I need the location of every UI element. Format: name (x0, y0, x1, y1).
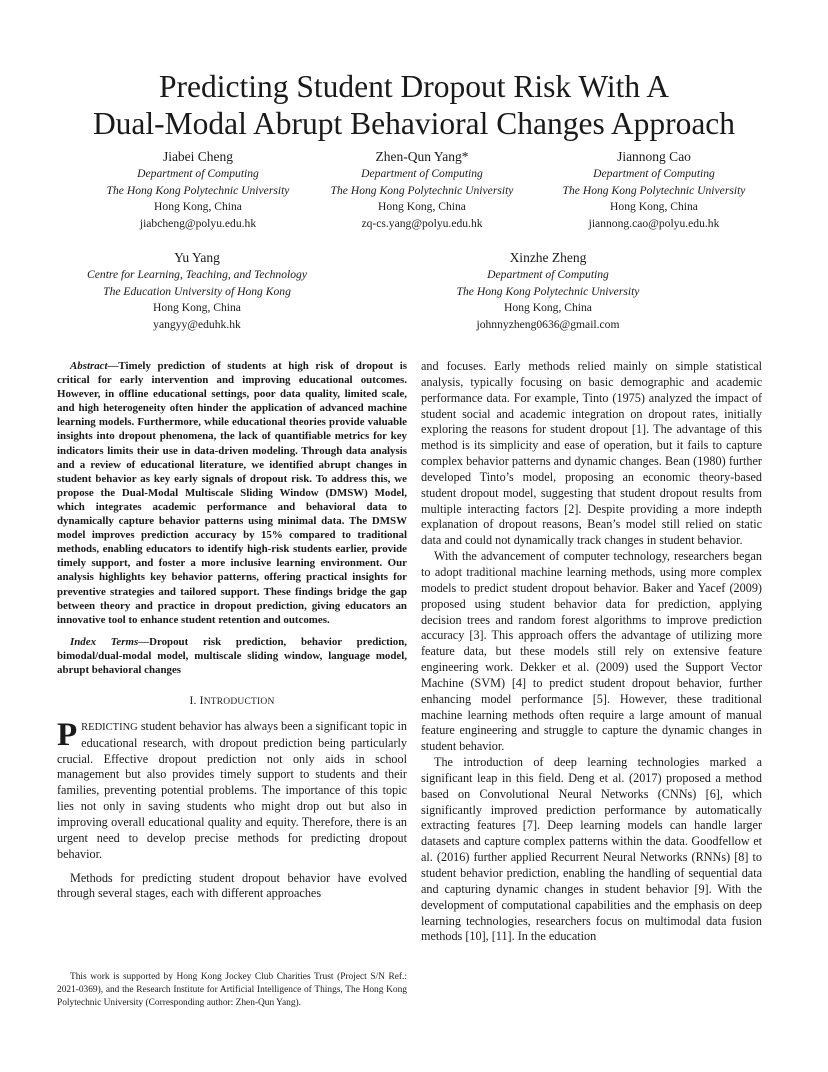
right-column (421, 359, 762, 945)
section-title-rest: NTRODUCTION (203, 697, 275, 708)
left-column (57, 359, 407, 902)
intro-caps: REDICTING (81, 721, 138, 733)
author-location: Hong Kong, China (378, 200, 466, 213)
author-name: Yu Yang (174, 250, 220, 265)
author-name: Jiabei Cheng (162, 149, 234, 164)
author-block-zheng (418, 249, 678, 333)
author-name: Jiannong Cao (617, 149, 691, 164)
author-department: Department of Computing (137, 167, 259, 180)
section-numeral: I. (189, 695, 200, 708)
body-paragraph-2: With the advancement of computer technology, researchers began to adopt traditional machine learning methods, using more complex models to predict student dropout behavior. Baker and Yacef (2009) proposed using student behavior data for prediction, applying decision trees and random forest algorithms to improve prediction accuracy [3]. This approach offers the advantage of utilizing more feature data, but these models still rely on extensive feature engineering work. Dekker et al. (2009) used the Support Vector Machine (SVM) [4] to predict student dropout behavior, further enhancing model performance [5]. However, these traditional machine learning methods often require a large amount of manual feature engineering and struggle to capture the dynamic changes in student behavior. (421, 549, 762, 754)
author-department: Department of Computing (487, 268, 609, 281)
body-paragraph-1: and focuses. Early methods relied mainly on simple statistical analysis, typically focusing on basic demographic and academic performance data. For example, Tinto (1975) analyzed the impact of student social and academic integration on dropout rates, initially exploring the reasons for student dropout [1]. The advantage of this method is its simplicity and ease of operation, but it fails to capture complex behavior patterns and dynamic changes. Bean (1980) further developed Tinto’s model, proposing an economic theory-based student dropout model, suggesting that student dropout results from multiple interacting factors [2]. Despite providing a more indepth explanation of dropout reasons, Bean’s model still relied on static data and could not dynamically track changes in student behavior. (421, 359, 762, 548)
footnote: This work is supported by Hong Kong Jockey Club Charities Trust (Project S/N Ref.: 2021-0369), and the Research Institute for Artificial Intelligence of Things, The Hong Kong Polytechnic University (Corresponding author: Zhen-Qun Yang). (57, 972, 407, 1008)
author-email[interactable]: jiannong.cao@polyu.edu.hk (588, 216, 720, 230)
intro-text: student behavior has always been a significant topic in educational research, with dropout prediction being particularly crucial. Effective dropout prediction not only aids in school management but also provides timely support to students and their families, preventing potential problems. The importance of this topic lies not only in saving students who might drop out but also in improving overall educational quality and equity. Therefore, there is an urgent need to develop precise methods for predicting dropout behavior. (57, 718, 407, 861)
abstract-lead: Abstract (70, 360, 108, 372)
intro-paragraph-1 (57, 716, 407, 863)
author-block-cheng (78, 148, 318, 232)
index-terms-lead: Index Terms (70, 635, 139, 648)
author-block-cao (534, 148, 774, 232)
author-email[interactable]: zq-cs.yang@polyu.edu.hk (361, 216, 483, 230)
author-institution: The Hong Kong Polytechnic University (330, 183, 514, 197)
title-line-2: Dual-Modal Abrupt Behavioral Changes Approach (92, 106, 736, 141)
author-department: Department of Computing (361, 167, 483, 180)
author-institution: The Education University of Hong Kong (103, 284, 291, 298)
index-terms-text: —Dropout risk prediction, behavior prediction, bimodal/dual-modal model, multiscale sliding window, language model, abrupt behavioral changes (57, 635, 407, 676)
author-email[interactable]: johnnyzheng0636@gmail.com (476, 317, 620, 331)
author-location: Hong Kong, China (504, 301, 592, 314)
author-block-yang-zq (302, 148, 542, 232)
author-name: Zhen-Qun Yang* (375, 149, 469, 164)
title-line-1: Predicting Student Dropout Risk With A (158, 69, 670, 104)
author-institution: The Hong Kong Polytechnic University (456, 284, 640, 298)
abstract-text: —Timely prediction of students at high risk of dropout is critical for early intervention and improving educational outcomes. However, in offline educational settings, poor data quality, limited scale, and high heterogeneity often hinder the application of advanced machine learning models. Furthermore, while educational theories provide valuable insights into dropout phenomena, the lack of quantifiable metrics for key indicators limits their use in data-driven modeling. Through data analysis and a review of educational literature, we identified abrupt changes in student behavior as key early signals of dropout risk. To address this, we propose the Dual-Modal Multiscale Sliding Window (DMSW) Model, which integrates academic performance and behavioral data to dynamically capture behavior patterns using minimal data. The DMSW model improves prediction accuracy by 15% compared to traditional methods, enabling educators to identify high-risk students earlier, provide timely support, and foster a more inclusive learning environment. Our analysis highlights key behavior patterns, offering practical insights for preventive strategies and tailored support. These findings bridge the gap between theory and practice in dropout prediction, giving educators an innovative tool to enhance student retention and outcomes. (57, 360, 407, 626)
author-institution: The Hong Kong Polytechnic University (562, 183, 746, 197)
section-title-first: I (199, 695, 204, 708)
drop-cap: P (57, 716, 78, 753)
section-heading-introduction (57, 694, 407, 711)
index-terms (57, 635, 407, 677)
author-location: Hong Kong, China (610, 200, 698, 213)
paper-title (40, 68, 788, 142)
author-department: Centre for Learning, Teaching, and Technology (87, 268, 307, 281)
author-department: Department of Computing (593, 167, 715, 180)
author-location: Hong Kong, China (154, 200, 242, 213)
intro-paragraph-2: Methods for predicting student dropout behavior have evolved through several stages, each with different approaches (57, 870, 407, 901)
author-location: Hong Kong, China (153, 301, 241, 314)
author-email[interactable]: jiabcheng@polyu.edu.hk (139, 216, 257, 230)
body-paragraph-3: The introduction of deep learning technologies marked a significant leap in this field. Deng et al. (2017) proposed a method based on Convolutional Neural Networks (CNNs) [6], which significantly improved prediction performance by automatically extracting features [7]. Deep learning models can handle larger datasets and capture complex patterns within the data. Goodfellow et al. (2016) further applied Recurrent Neural Networks (RNNs) [8] to student behavior prediction, enabling the handling of sequential data and capturing dynamic changes in student behavior [9]. With the development of computational capabilities and the emphasis on deep learning technologies, researchers focus on multimodal data fusion methods [10], [11]. In the education (421, 755, 762, 944)
author-institution: The Hong Kong Polytechnic University (106, 183, 290, 197)
abstract (57, 359, 407, 627)
author-name: Xinzhe Zheng (509, 250, 587, 265)
author-block-yang-y (57, 249, 337, 333)
author-email[interactable]: yangyy@eduhk.hk (153, 317, 241, 331)
